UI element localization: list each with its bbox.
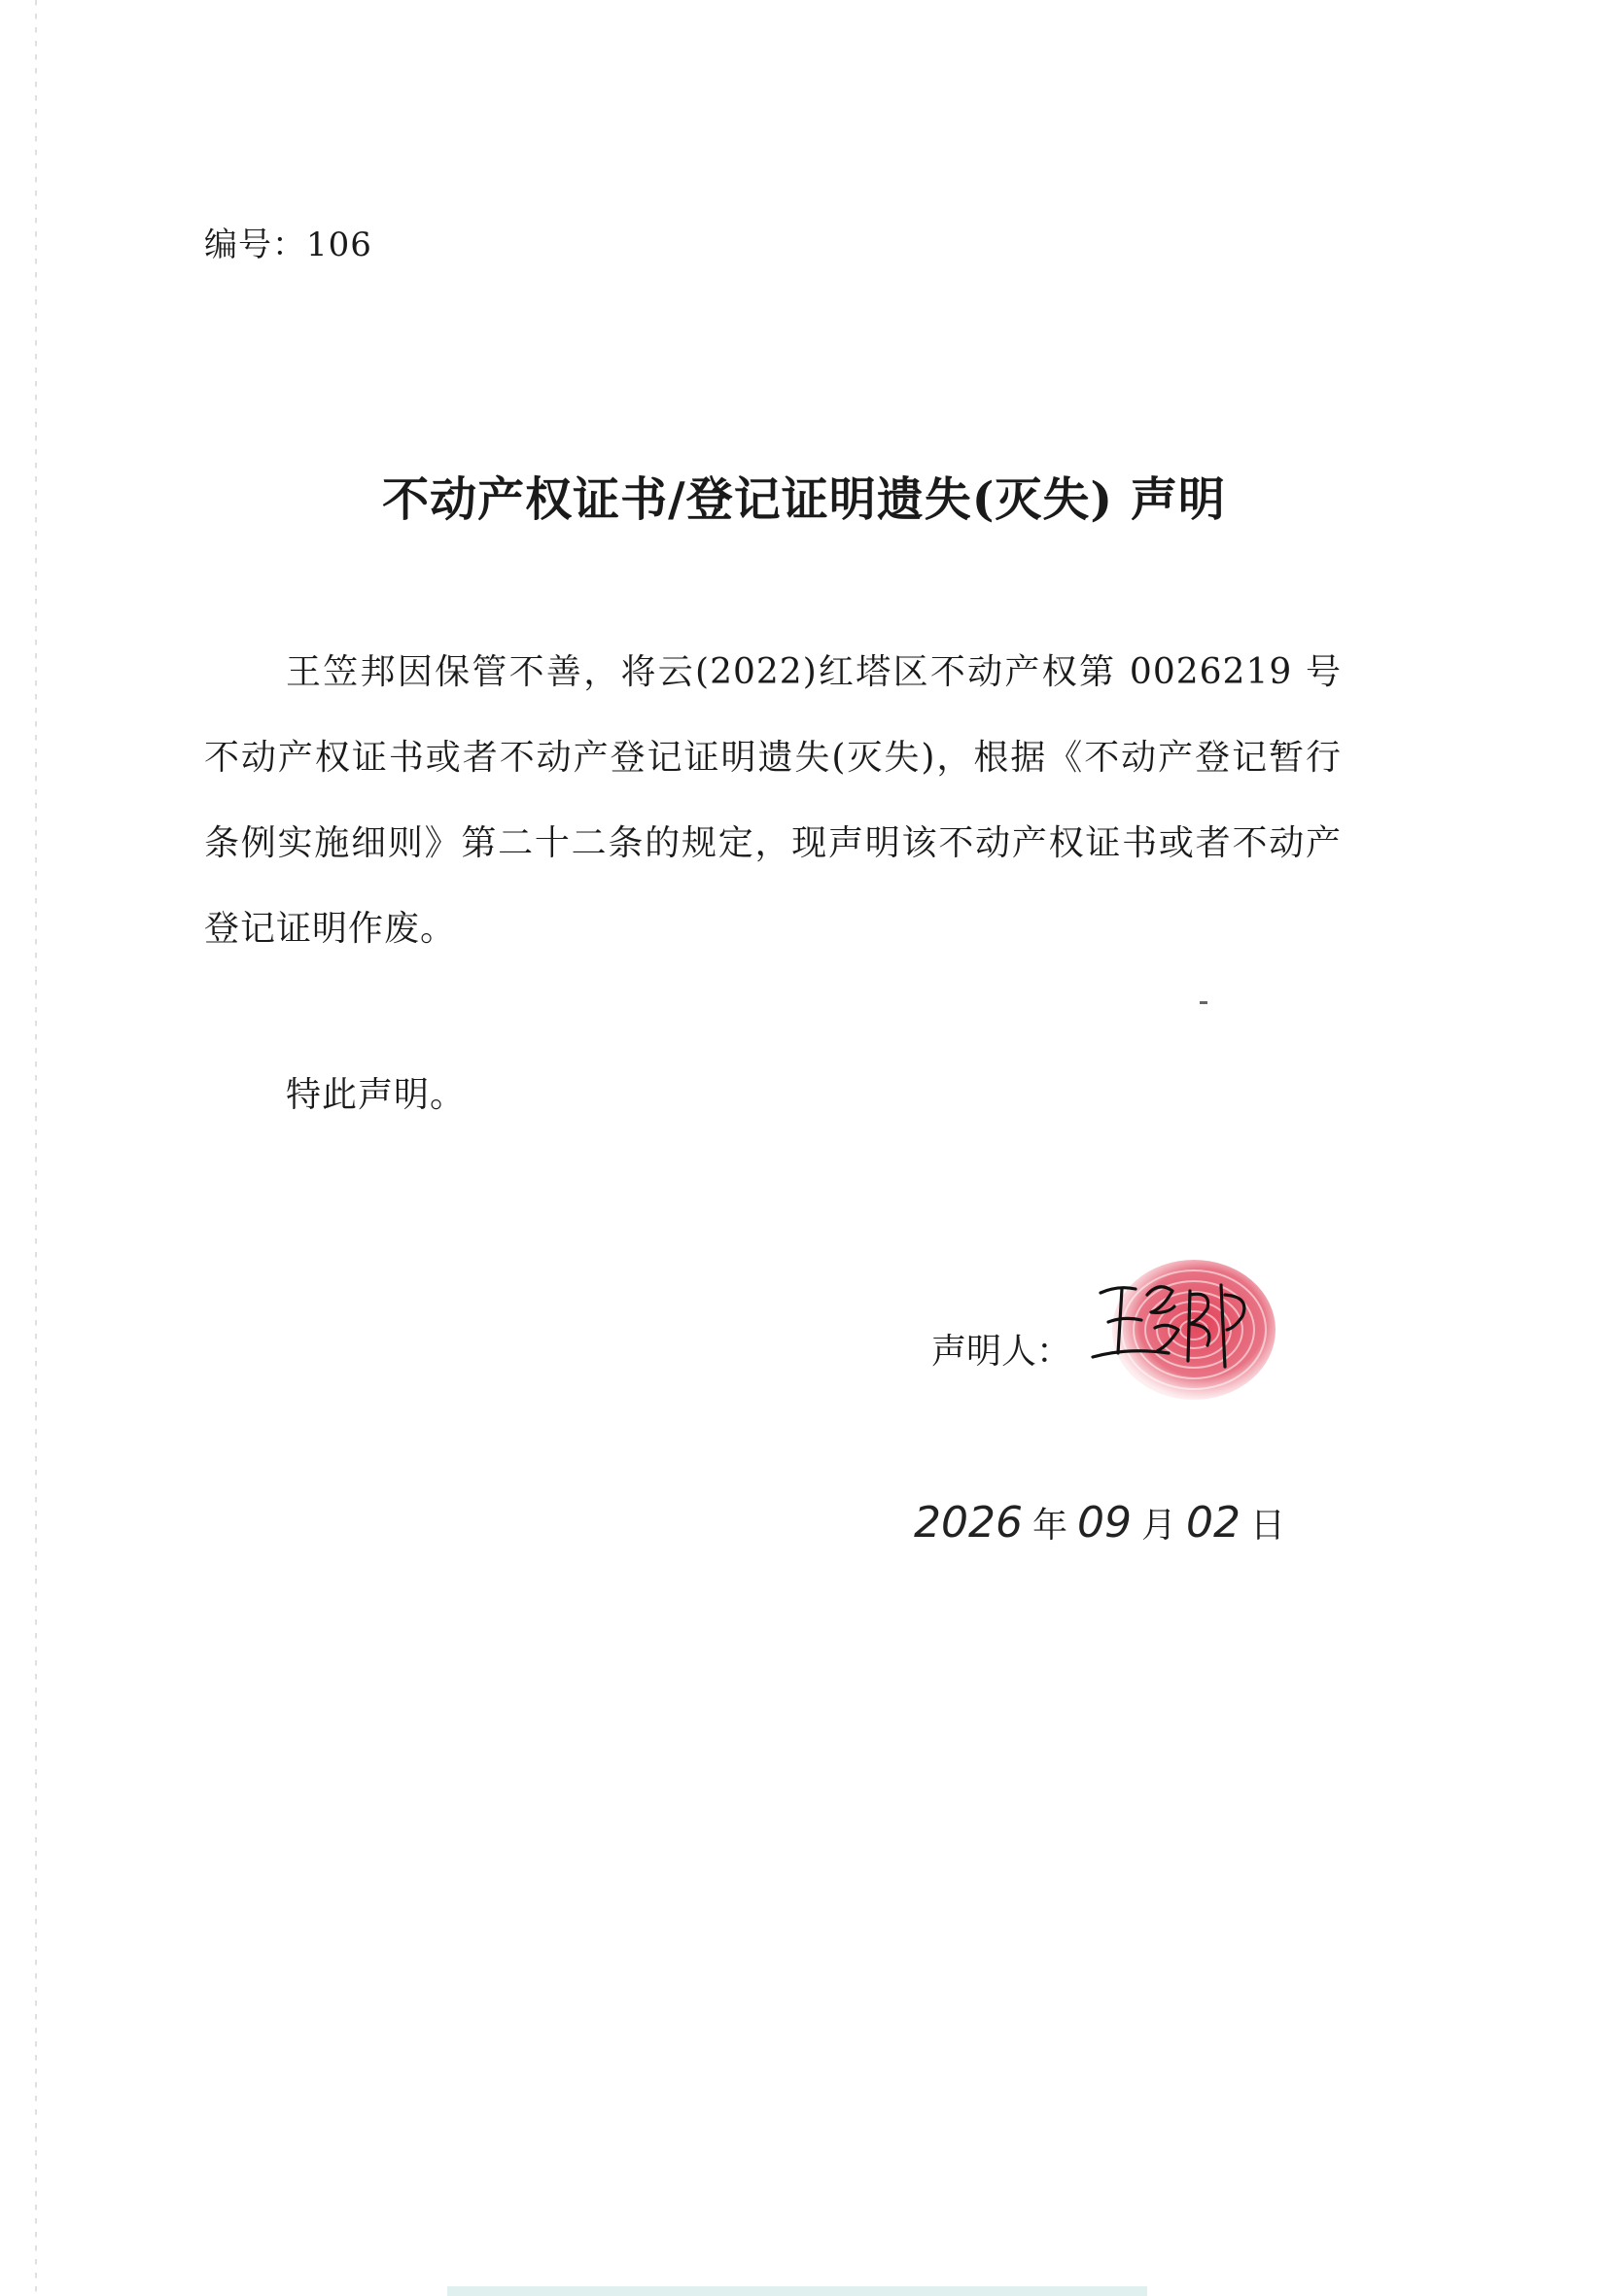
- document-number-label: 编号：: [204, 226, 306, 264]
- closing-statement: 特此声明。: [286, 1075, 467, 1115]
- document-title: 不动产权证书/登记证明遗失(灭失) 声明: [382, 472, 1226, 527]
- date-month: 09: [1077, 1497, 1132, 1548]
- fingerprint-mark: [1112, 1260, 1276, 1400]
- document-number-value: 106: [306, 226, 372, 264]
- declaration-body: 王笠邦因保管不善，将云(2022)红塔区不动产权第 0026219 号不动产权证书或者不动产登记证明遗失(灭失)，根据《不动产登记暂行条例实施细则》第二十二条的规定，现声明该不动产权证书或者不动产登记证明作废。: [204, 652, 1342, 949]
- document-number: [204, 218, 372, 265]
- date-day: 02: [1186, 1497, 1241, 1548]
- signature-with-fingerprint: [1079, 1252, 1283, 1417]
- scan-edge-marks: [35, 0, 37, 2296]
- declarant-label: 声明人：: [931, 1332, 1072, 1372]
- date-year: 2026: [914, 1497, 1023, 1548]
- signing-date: [914, 1483, 1285, 1561]
- scan-bottom-edge: [447, 2286, 1147, 2296]
- date-month-suffix: 月: [1141, 1505, 1177, 1546]
- date-year-suffix: 年: [1031, 1505, 1067, 1546]
- scan-speck: [1200, 1001, 1207, 1004]
- date-day-suffix: 日: [1250, 1505, 1286, 1546]
